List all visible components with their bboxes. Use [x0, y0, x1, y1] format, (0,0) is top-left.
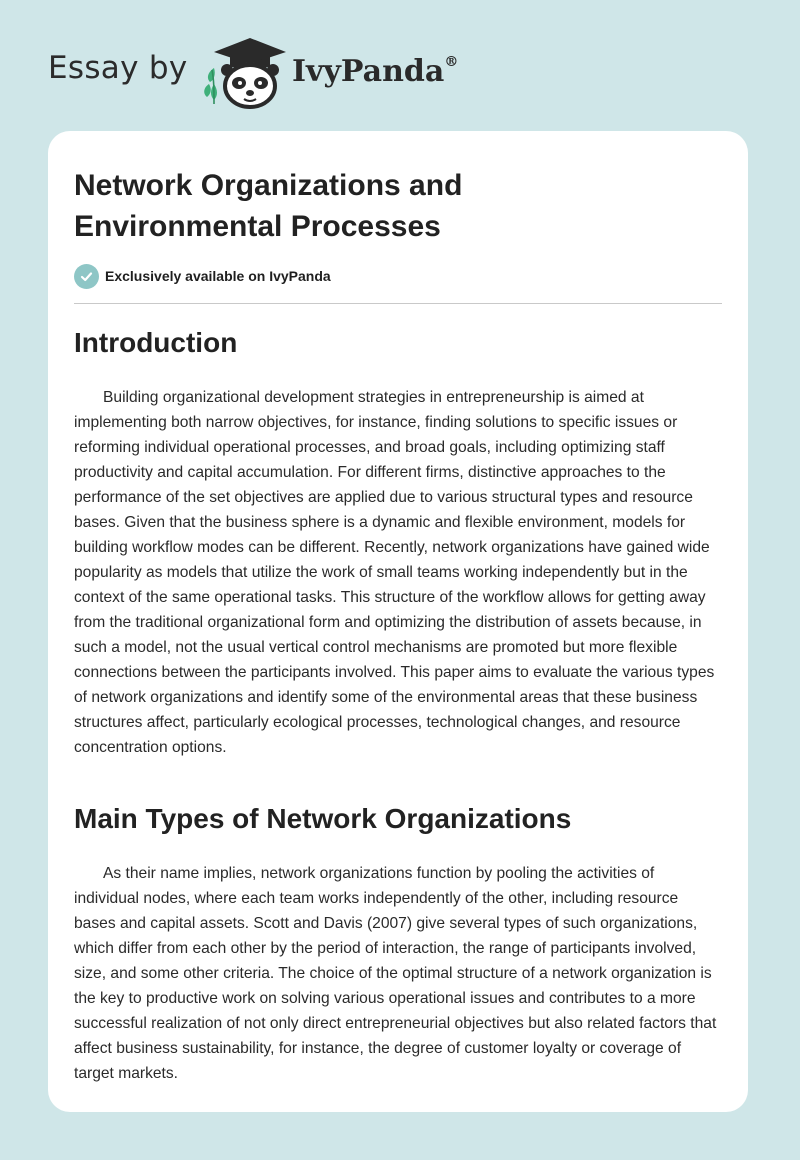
essay-by-label: Essay by — [48, 50, 188, 86]
divider — [74, 303, 722, 304]
check-icon — [74, 264, 99, 289]
section-heading-introduction: Introduction — [74, 327, 238, 358]
exclusive-label: Exclusively available on IvyPanda — [105, 268, 331, 284]
brand-name[interactable] — [292, 54, 458, 89]
page-title — [74, 165, 714, 247]
title-line-1: Network Organizations and — [74, 169, 463, 202]
section-paragraph-main-types: As their name implies, network organizations function by pooling the activities of individual nodes, where each team works independently of the other, including resource bases and capital assets. Scott and Davis (2007) give several types of such organizations, which differ from each other by the period of interaction, the range of participants involved, size, and some other criteria. The choice of the optimal structure of a network organization is the key to productive work on solving various operational issues and contributes to a more successful realization of not only direct entrepreneurial objectives but also related factors that affect business sustainability, for instance, the degree of customer loyalty or coverage of target markets. — [74, 865, 717, 1082]
registered-mark: ® — [444, 54, 459, 70]
essay-card — [48, 131, 748, 1112]
section-paragraph-introduction: Building organizational development strategies in entrepreneurship is aimed at implementing both narrow objectives, for instance, finding solutions to specific issues or reforming individual operational processes, and broad goals, including optimizing staff productivity and capital accumulation. For different firms, distinctive approaches to the performance of the set objectives are applied due to various structural types and resource bases. Given that the business sphere is a dynamic and flexible environment, models for building workflow modes can be different. Recently, network organizations have gained wide popularity as models that utilize the work of small teams working independently but in the context of the same operational tasks. This structure of the workflow allows for getting away from the traditional organizational form and optimizing the distribution of assets because, in such a model, not the usual vertical control mechanisms are promoted but more flexible connections between the participants involved. This paper aims to evaluate the various types of network organizations and identify some of the environmental areas that these business structures affect, particularly ecological processes, technological changes, and resource concentration options. — [74, 389, 715, 756]
site-header — [0, 0, 800, 120]
ivypanda-logo-icon[interactable] — [200, 34, 290, 110]
title-line-2: Environmental Processes — [74, 210, 441, 243]
exclusive-badge — [74, 263, 331, 289]
section-heading-main-types: Main Types of Network Organizations — [74, 803, 572, 834]
brand-text: IvyPanda — [292, 54, 445, 89]
